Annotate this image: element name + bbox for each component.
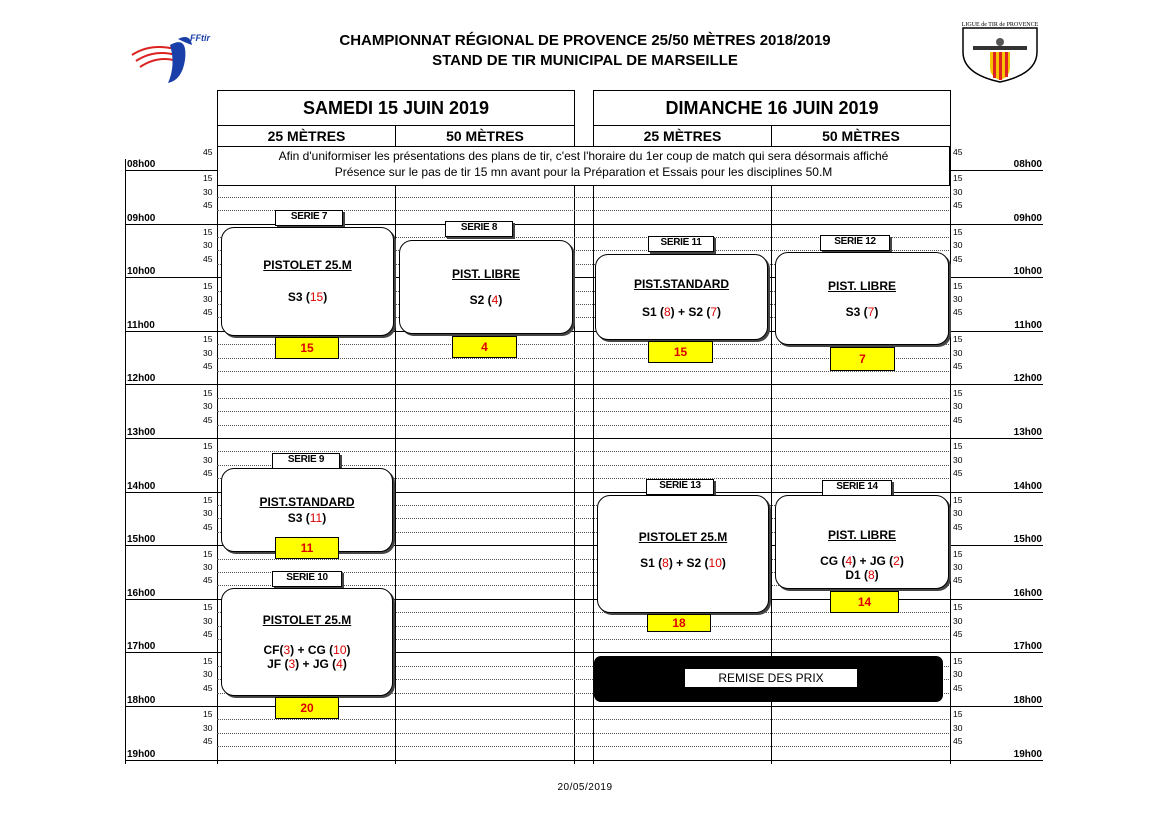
ligue-provence-logo — [955, 22, 1045, 84]
event-count-value: 8 — [867, 568, 875, 582]
awards-label: REMISE DES PRIX — [685, 669, 857, 687]
event-count-value: 10 — [333, 643, 347, 657]
event-detail-text: ) — [342, 657, 347, 671]
event-detail-line — [776, 305, 948, 319]
quarter-label-right: 15 — [953, 495, 963, 505]
participant-count: 4 — [452, 336, 517, 358]
quarter-label-left: 15 — [203, 709, 213, 720]
quarter-label-left: 15 — [203, 441, 213, 452]
quarter-label-right: 15 — [953, 548, 963, 559]
hour-line — [125, 384, 1043, 385]
participant-count: 15 — [275, 337, 339, 359]
participant-count: 15 — [648, 341, 713, 363]
hour-label-left: 13h00 — [127, 427, 156, 438]
quarter-label-right: 15 — [953, 227, 963, 237]
event-count-value: 7 — [710, 305, 718, 319]
quarter-label-right: 45 — [953, 521, 963, 532]
hour-label-left: 16h00 — [127, 587, 156, 599]
participant-count: 18 — [647, 614, 711, 632]
event-detail-text: ) — [874, 305, 879, 319]
quarter-label-right: 45 — [953, 253, 963, 264]
hour-line — [125, 438, 1043, 439]
quarter-label-right: 15 — [953, 387, 963, 398]
col-header-sat-25m: 25 MÈTRES — [217, 125, 396, 147]
event-detail-text: ) — [323, 290, 328, 304]
event-detail-text: ) — [899, 554, 904, 568]
quarter-label-left: 30 — [203, 669, 213, 680]
event-detail-text: ) + S2 ( — [668, 556, 709, 570]
day-header-saturday: SAMEDI 15 JUIN 2019 — [217, 90, 575, 126]
quarter-line — [217, 371, 949, 372]
page-title: CHAMPIONNAT RÉGIONAL DE PROVENCE 25/50 MÈTRES 2018/2019 — [339, 32, 831, 49]
footer-date: 20/05/2019 — [557, 782, 613, 793]
event-box — [597, 495, 769, 613]
notice-box — [217, 146, 950, 186]
event-count-value: 8 — [663, 305, 671, 319]
serie-label: SERIE 8 — [445, 221, 513, 237]
quarter-label-right: 15 — [953, 655, 963, 666]
hour-label-right: 13h00 — [1013, 427, 1042, 438]
event-discipline: PIST.STANDARD — [259, 495, 355, 509]
event-box — [595, 254, 768, 340]
quarter-label-right: 30 — [953, 615, 963, 626]
serie-label: SERIE 10 — [272, 571, 342, 587]
quarter-label-left: 15 — [203, 548, 213, 559]
quarter-label-right: 45 — [953, 736, 963, 747]
event-detail-text: ) — [346, 643, 351, 657]
hour-label-left: 17h00 — [127, 641, 156, 653]
event-detail-text: CG ( — [820, 554, 846, 568]
quarter-label-left: 15 — [203, 655, 213, 666]
event-detail-line — [222, 511, 392, 525]
event-count-value: 11 — [309, 511, 323, 525]
event-detail-text: ) + JG ( — [295, 657, 337, 671]
quarter-line — [217, 425, 949, 426]
quarter-label-left: 45 — [203, 361, 213, 371]
hour-label-left: 15h00 — [127, 534, 156, 546]
event-detail-text: S3 ( — [287, 290, 310, 304]
quarter-label-right: 30 — [953, 722, 963, 733]
event-detail-text: S3 ( — [845, 305, 868, 319]
event-detail-line — [598, 556, 768, 570]
hour-label-left: 14h00 — [127, 480, 156, 492]
serie-label: SERIE 9 — [272, 453, 340, 469]
event-count-value: 4 — [491, 293, 499, 307]
event-detail-line — [596, 305, 767, 319]
participant-count: 11 — [275, 537, 339, 559]
hour-label-right: 18h00 — [1013, 695, 1042, 706]
notice-line-1: Afin d'uniformiser les présentations des plans de tir, c'est l'horaire du 1er coup de match qui sera désormais affiché — [278, 149, 889, 163]
event-detail-line — [222, 290, 393, 304]
event-detail-text: D1 ( — [845, 568, 868, 582]
quarter-label-right: 30 — [953, 186, 963, 197]
event-box — [775, 495, 949, 589]
quarter-label-right: 30 — [953, 240, 963, 251]
quarter-line — [217, 398, 949, 399]
event-detail-text: ) + S2 ( — [670, 305, 711, 319]
serie-label: SERIE 12 — [820, 235, 890, 251]
quarter-label-left: 15 — [203, 227, 213, 237]
quarter-label-left: 45 — [203, 200, 213, 211]
hour-label-left: 09h00 — [127, 212, 156, 224]
event-detail-text: ) + CG ( — [290, 643, 334, 657]
event-count-value: 7 — [867, 305, 875, 319]
quarter-label-right: 45 — [953, 414, 963, 425]
event-box — [399, 240, 573, 334]
serie-label: SERIE 11 — [648, 236, 714, 252]
event-detail-line — [222, 643, 392, 657]
event-detail-line — [776, 568, 948, 582]
quarter-label-right: 15 — [953, 280, 963, 291]
event-count-value: 4 — [336, 657, 343, 671]
quarter-label-right: 45 — [953, 307, 963, 318]
participant-count: 14 — [830, 591, 899, 613]
quarter-label-right: 45 — [953, 468, 963, 479]
event-count-value: 3 — [288, 657, 296, 671]
hour-line — [125, 760, 1043, 761]
serie-label: SERIE 14 — [822, 480, 892, 496]
hour-label-right: 08h00 — [1013, 159, 1042, 170]
quarter-label-right: 30 — [953, 401, 963, 412]
event-discipline: PIST. LIBRE — [827, 528, 896, 542]
quarter-label-left: 45 — [203, 521, 213, 532]
event-detail-text: S1 ( — [640, 556, 663, 570]
hour-label-right: 19h00 — [1013, 748, 1042, 760]
hour-label-right: 16h00 — [1013, 587, 1042, 599]
event-box — [221, 588, 393, 696]
quarter-label-left: 45 — [203, 307, 213, 318]
quarter-label-left: 45 — [203, 146, 213, 157]
hour-label-right: 12h00 — [1013, 373, 1042, 385]
event-detail-text: S2 ( — [469, 293, 492, 307]
quarter-label-left: 30 — [203, 240, 213, 251]
event-detail-text: S1 ( — [641, 305, 664, 319]
quarter-label-left: 15 — [203, 602, 213, 613]
hour-label-right: 15h00 — [1013, 534, 1042, 546]
event-count-value: 3 — [283, 643, 291, 657]
awards-ceremony-block — [594, 656, 943, 702]
hour-label-left: 18h00 — [127, 695, 156, 706]
col-header-sun-50m: 50 MÈTRES — [771, 125, 951, 147]
hour-label-left: 10h00 — [127, 266, 156, 278]
day-header-sunday: DIMANCHE 16 JUIN 2019 — [593, 90, 951, 126]
hour-label-left: 12h00 — [127, 373, 156, 385]
quarter-label-left: 30 — [203, 454, 213, 465]
quarter-label-right: 45 — [953, 200, 963, 211]
ffTir-logo-text: FFtir — [190, 33, 210, 43]
hour-label-left: 19h00 — [127, 748, 156, 760]
quarter-label-left: 15 — [203, 387, 213, 398]
quarter-label-right: 30 — [953, 669, 963, 680]
quarter-line — [217, 411, 949, 412]
event-detail-line — [776, 554, 948, 568]
page-subtitle: STAND DE TIR MUNICIPAL DE MARSEILLE — [432, 52, 738, 69]
event-detail-text: CF( — [263, 643, 284, 657]
event-count-value: 4 — [845, 554, 853, 568]
quarter-label-left: 45 — [203, 682, 213, 693]
event-discipline: PIST.STANDARD — [633, 277, 730, 291]
event-discipline: PIST. LIBRE — [451, 267, 520, 281]
quarter-label-left: 30 — [203, 508, 213, 519]
event-detail-text: ) — [721, 556, 726, 570]
event-detail-text: ) — [498, 293, 503, 307]
ffTir-logo — [130, 25, 225, 85]
hour-line — [125, 224, 1043, 225]
quarter-line — [217, 733, 949, 734]
quarter-label-left: 30 — [203, 722, 213, 733]
quarter-label-left: 30 — [203, 347, 213, 358]
quarter-label-left: 30 — [203, 294, 213, 304]
quarter-label-right: 45 — [953, 629, 963, 639]
serie-label: SERIE 13 — [646, 479, 714, 495]
quarter-label-right: 45 — [953, 361, 963, 371]
event-box — [221, 227, 394, 336]
event-discipline: PISTOLET 25.M — [263, 258, 352, 272]
event-count-value: 10 — [708, 556, 722, 570]
quarter-label-right: 15 — [953, 709, 963, 720]
quarter-label-right: 45 — [953, 682, 963, 693]
quarter-line — [217, 719, 949, 720]
quarter-label-left: 45 — [203, 414, 213, 425]
quarter-label-right: 30 — [953, 454, 963, 465]
event-count-value: 15 — [309, 290, 324, 304]
quarter-label-right: 15 — [953, 441, 963, 452]
quarter-label-left: 45 — [203, 253, 213, 264]
quarter-label-left: 30 — [203, 615, 213, 626]
quarter-label-left: 45 — [203, 736, 213, 747]
hour-label-left: 08h00 — [127, 159, 156, 170]
serie-label: SERIE 7 — [275, 210, 343, 226]
event-detail-text: ) + JG ( — [852, 554, 894, 568]
event-count-value: 2 — [893, 554, 900, 568]
quarter-label-right: 30 — [953, 347, 963, 358]
quarter-label-left: 15 — [203, 280, 213, 291]
hour-label-right: 17h00 — [1013, 641, 1042, 653]
participant-count: 7 — [830, 347, 895, 371]
quarter-label-left: 15 — [203, 173, 213, 184]
event-discipline: PIST. LIBRE — [827, 279, 896, 293]
quarter-label-left: 15 — [203, 334, 213, 345]
hour-line — [125, 706, 1043, 707]
notice-line-2: Présence sur le pas de tir 15 mn avant pour la Préparation et Essais pour les disciplines 50.M — [334, 165, 833, 179]
quarter-label-left: 30 — [203, 186, 213, 197]
hour-label-right: 14h00 — [1013, 480, 1042, 492]
quarter-line — [217, 746, 949, 747]
quarter-label-left: 30 — [203, 562, 213, 572]
column-sat-50m — [395, 146, 575, 764]
col-header-sat-50m: 50 MÈTRES — [395, 125, 575, 147]
event-detail-text: S3 ( — [287, 511, 310, 525]
quarter-label-left: 45 — [203, 575, 213, 586]
event-detail-text: ) — [874, 568, 879, 582]
hour-label-left: 11h00 — [127, 319, 155, 331]
quarter-label-right: 15 — [953, 334, 963, 345]
quarter-label-left: 45 — [203, 629, 213, 639]
quarter-label-right: 30 — [953, 294, 963, 304]
event-discipline: PISTOLET 25.M — [262, 613, 352, 627]
hour-label-right: 10h00 — [1013, 266, 1042, 278]
event-detail-text: JF ( — [267, 657, 289, 671]
quarter-label-right: 30 — [953, 508, 963, 519]
quarter-line — [217, 197, 949, 198]
event-detail-line — [400, 293, 572, 307]
quarter-label-right: 30 — [953, 562, 963, 572]
left-axis-line — [125, 159, 126, 764]
event-count-value: 8 — [662, 556, 669, 570]
event-box — [775, 252, 949, 345]
quarter-label-right: 45 — [953, 575, 963, 586]
event-detail-line — [222, 657, 392, 671]
participant-count: 20 — [275, 697, 339, 719]
quarter-label-left: 15 — [203, 495, 213, 505]
quarter-label-left: 45 — [203, 468, 213, 479]
ligue-provence-logo-text: LIGUE de TIR de PROVENCE — [961, 22, 1039, 28]
hour-label-right: 09h00 — [1013, 212, 1042, 224]
quarter-label-left: 30 — [203, 401, 213, 412]
event-detail-text: ) — [322, 511, 327, 525]
event-detail-text: ) — [717, 305, 722, 319]
quarter-label-right: 15 — [953, 602, 963, 613]
hour-label-right: 11h00 — [1014, 319, 1042, 331]
quarter-label-right: 15 — [953, 173, 963, 184]
event-discipline: PISTOLET 25.M — [638, 530, 728, 544]
quarter-label-right: 45 — [953, 146, 963, 157]
col-header-sun-25m: 25 MÈTRES — [593, 125, 772, 147]
